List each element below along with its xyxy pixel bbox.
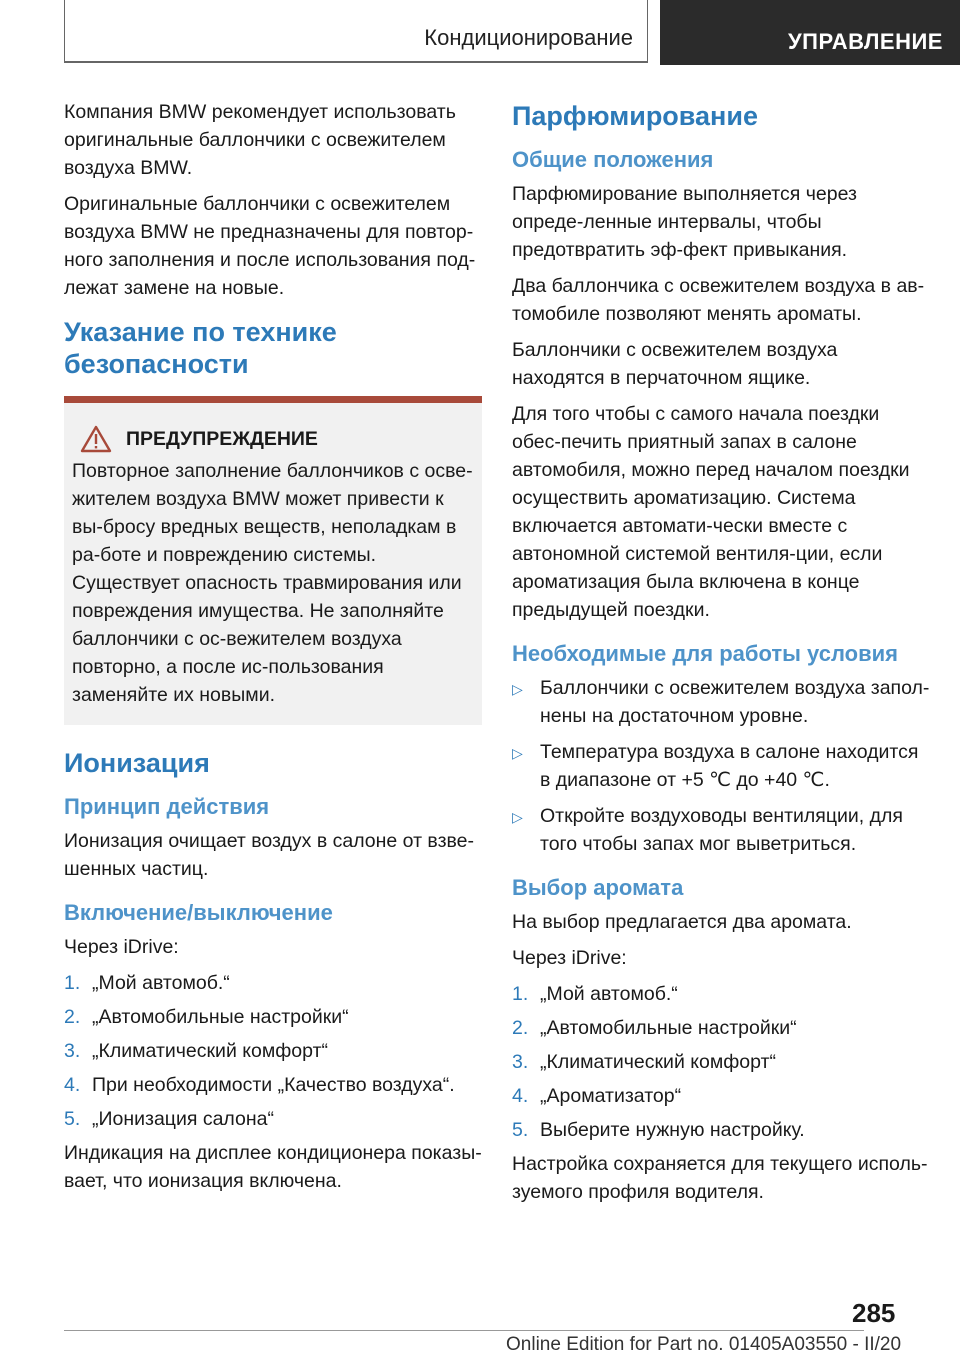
list-item (512, 674, 930, 730)
step-number: 5. (512, 1119, 529, 1141)
aroma-paragraph: На выбор предлагается два аромата. (512, 911, 852, 933)
step-text: „Мой автомоб.“ (92, 972, 230, 994)
list-item (64, 969, 482, 997)
list-item (512, 738, 930, 794)
footer-divider (64, 1330, 864, 1331)
step-text: „Автомобильные настройки“ (92, 1006, 349, 1028)
ionization-heading: Ионизация (64, 748, 210, 778)
condition-text: Баллончики с освежителем воздуха запол-нены на достаточном уровне. (540, 677, 930, 727)
list-item (512, 802, 930, 858)
general-paragraph-2: Два баллончика с освежителем воздуха в ав-томобиле позволяют менять ароматы. (512, 275, 925, 325)
aroma-steps (512, 980, 930, 1144)
triangle-bullet-icon: ▷ (512, 745, 523, 761)
step-number: 2. (512, 1017, 529, 1039)
safety-heading: Указание по технике безопасности (64, 317, 337, 379)
list-item (64, 1003, 482, 1031)
list-item (64, 1105, 482, 1133)
list-item (512, 1082, 930, 1110)
step-number: 3. (64, 1040, 81, 1062)
step-number: 1. (64, 972, 81, 994)
onoff-heading: Включение/выключение (64, 900, 333, 925)
chapter-tab (660, 0, 960, 65)
edition-footer: Online Edition for Part no. 01405A03550 - II/20 (506, 1334, 902, 1355)
condition-text: Откройте воздуховоды вентиляции, для того чтобы запах мог выветриться. (540, 805, 903, 855)
right-column (512, 98, 930, 1214)
general-heading: Общие положения (512, 147, 714, 172)
conditions-heading: Необходимые для работы условия (512, 641, 898, 666)
ionization-steps (64, 969, 482, 1133)
general-paragraph-4: Для того чтобы с самого начала поездки обес-печить приятный запах в салоне автомобиля, можно перед началом поездки осуществить ароматизацию. Система включается автомати-чески вместе с автономной системой вентиля-ции, если ароматизация была включена в конце предыдущей поездки. (512, 403, 910, 621)
idrive-intro: Через iDrive: (64, 936, 179, 958)
indicator-text: Индикация на дисплее кондиционера показы-вает, что ионизация включена. (64, 1142, 482, 1192)
step-number: 3. (512, 1051, 529, 1073)
step-number: 2. (64, 1006, 81, 1028)
safety-divider (64, 396, 482, 403)
warning-text: Повторное заполнение баллончиков с осве-жителем воздуха BMW может привести к вы-бросу вредных веществ, неполадкам в ра-боте и повреждению системы. Существует опасность травмирования или повреждения имущества. Не заполняйте баллончики с ос-вежителем воздуха повторно, а после ис-пользования заменяйте их новыми. (72, 460, 473, 706)
chapter-title: УПРАВЛЕНИЕ (788, 29, 943, 54)
saved-text: Настройка сохраняется для текущего исполь-зуемого профиля водителя. (512, 1153, 928, 1203)
list-item (512, 980, 930, 1008)
principle-text: Ионизация очищает воздух в салоне от взве-шенных частиц. (64, 830, 474, 880)
list-item (512, 1048, 930, 1076)
page-header (0, 0, 960, 66)
general-paragraph-3: Баллончики с освежителем воздуха находятся в перчаточном ящике. (512, 339, 838, 389)
perfume-heading: Парфюмирование (512, 101, 758, 131)
aroma-heading: Выбор аромата (512, 875, 684, 900)
warning-triangle-icon (80, 425, 112, 453)
list-item (64, 1037, 482, 1065)
condition-text: Температура воздуха в салоне находится в диапазоне от +5 ℃ до +40 ℃. (540, 741, 919, 791)
step-number: 5. (64, 1108, 81, 1130)
section-tab (64, 0, 648, 63)
step-text: Выберите нужную настройку. (540, 1119, 805, 1141)
warning-header (72, 425, 474, 453)
idrive-intro: Через iDrive: (512, 947, 627, 969)
list-item (64, 1071, 482, 1099)
section-title: Кондиционирование (424, 25, 633, 50)
step-number: 4. (512, 1085, 529, 1107)
conditions-list (512, 674, 930, 858)
general-paragraph-1: Парфюмирование выполняется через опреде-ленные интервалы, чтобы предотвратить эф-фект привыкания. (512, 183, 857, 261)
intro-paragraph-2: Оригинальные баллончики с освежителем воздуха BMW не предназначены для повтор-ного заполнения и после использования под-лежат замене на новые. (64, 193, 476, 299)
list-item (512, 1014, 930, 1042)
warning-title: ПРЕДУПРЕЖДЕНИЕ (126, 427, 318, 450)
step-text: „Автомобильные настройки“ (540, 1017, 797, 1039)
step-text: „Климатический комфорт“ (540, 1051, 776, 1073)
page-number: 285 (852, 1298, 896, 1328)
list-item (512, 1116, 930, 1144)
principle-heading: Принцип действия (64, 794, 270, 819)
step-text: „Ароматизатор“ (540, 1085, 682, 1107)
step-number: 4. (64, 1074, 81, 1096)
triangle-bullet-icon: ▷ (512, 809, 523, 825)
warning-box (64, 403, 482, 725)
left-column (64, 98, 482, 1203)
step-text: „Ионизация салона“ (92, 1108, 274, 1130)
step-number: 1. (512, 983, 529, 1005)
step-text: „Мой автомоб.“ (540, 983, 678, 1005)
step-text: При необходимости „Качество воздуха“. (92, 1074, 455, 1096)
triangle-bullet-icon: ▷ (512, 681, 523, 697)
intro-paragraph-1: Компания BMW рекомендует использовать оригинальные баллончики с освежителем воздуха BMW. (64, 101, 456, 179)
step-text: „Климатический комфорт“ (92, 1040, 328, 1062)
